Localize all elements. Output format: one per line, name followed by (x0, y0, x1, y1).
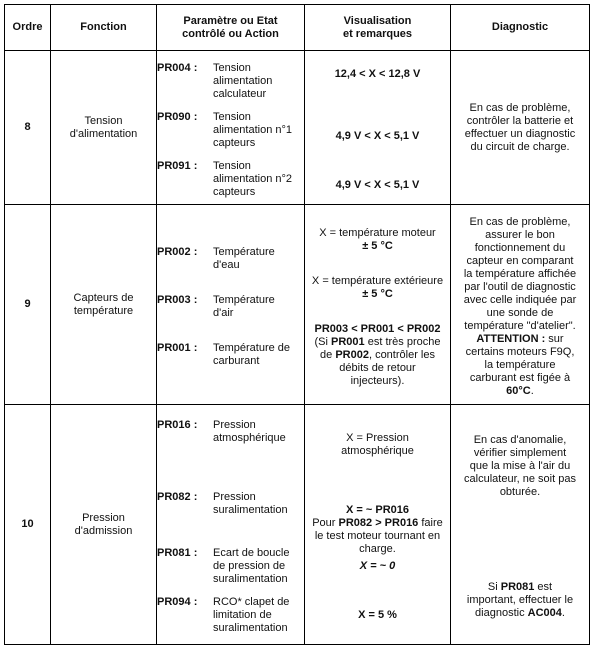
header-visu-line1: Visualisation (343, 14, 412, 27)
visu-value: 4,9 V < X < 5,1 V (335, 179, 420, 191)
fonction-line: d'alimentation (69, 127, 138, 140)
fonction-line: température (73, 304, 134, 317)
param-label: Température d'eau (213, 246, 275, 271)
header-row (5, 5, 590, 51)
ordre-cell (5, 205, 51, 405)
header-ordre (5, 5, 51, 51)
fonction-line: Pression (82, 511, 125, 524)
fonction-line: Tension (84, 114, 123, 127)
param-label: Tension alimentation calculateur (213, 61, 273, 100)
param-label: Pression atmosphérique (213, 418, 286, 444)
param-label: Pression suralimentation (213, 490, 288, 516)
attention-label: ATTENTION : (476, 333, 546, 345)
diagnostic-cell (451, 205, 590, 405)
param-entry (157, 342, 304, 368)
visu-value: 4,9 V < X < 5,1 V (335, 130, 420, 142)
diagnostic-text: En cas de problème, assurer le bon fonctionnement du capteur en comparant la température affichée par l'outil de diagnostic avec celle indiquée par une sonde de température "d'atelier". ATTENTION : sur certains moteurs F9Q, la température carburant est figée à 60°C. (463, 216, 577, 397)
diagnostic-text: En cas d'anomalie, vérifier simplement que la mise à l'air du calculateur, ne soit pas obturée. (464, 433, 576, 498)
param-code: PR001 : (157, 342, 198, 354)
param-entry (157, 62, 304, 101)
param-entry (157, 294, 304, 320)
visualisation-cell (305, 51, 451, 205)
diagnostic-text: En cas de problème, contrôler la batterie et effectuer un diagnostic du circuit de charge. (464, 101, 576, 153)
param-entry (157, 491, 304, 517)
header-diagnostic (451, 5, 590, 51)
parametre-cell (157, 51, 305, 205)
param-entry (157, 111, 304, 150)
header-visu-line2: et remarques (342, 27, 413, 40)
param-entry (157, 160, 304, 199)
fonction-cell (51, 205, 157, 405)
param-code: PR016 : (157, 418, 198, 431)
header-fonction-text: Fonction (80, 21, 127, 33)
table-row (5, 51, 590, 205)
fonction-line: Capteurs de (73, 291, 134, 304)
param-code: PR003 : (157, 294, 198, 306)
diagnostic-text: Si PR081 est important, effectuer le diagnostic AC004. (466, 580, 574, 619)
fonction-cell (51, 51, 157, 205)
param-code: PR002 : (157, 246, 198, 258)
param-label: Température de carburant (213, 342, 291, 367)
visu-value: X = 5 % (358, 608, 397, 621)
ordre-cell (5, 405, 51, 645)
visu-value: PR003 < PR001 < PR002 (Si PR001 est très proche de PR002, contrôler les débits de retour injecteurs). (314, 322, 441, 387)
param-code: PR091 : (157, 159, 198, 172)
param-code: PR090 : (157, 110, 198, 123)
param-label: Tension alimentation n°2 capteurs (213, 159, 293, 198)
param-entry (157, 246, 304, 272)
fonction-cell (51, 405, 157, 645)
header-parametre-line1: Paramètre ou Etat (183, 14, 278, 27)
visu-value: X = température extérieure ± 5 °C (311, 274, 444, 300)
visu-value: 12,4 < X < 12,8 V (334, 68, 421, 80)
fonction-line: d'admission (74, 524, 133, 537)
visualisation-cell (305, 405, 451, 645)
diagnostic-cell (451, 405, 590, 645)
param-label: RCO* clapet de limitation de suralimentation (213, 595, 290, 634)
visu-value: X = Pression atmosphérique (341, 431, 414, 457)
table-row (5, 205, 590, 405)
header-fonction (51, 5, 157, 51)
header-diagnostic-text: Diagnostic (491, 21, 549, 33)
param-entry (157, 547, 304, 586)
visu-value: X = ~ 0 (359, 559, 396, 572)
header-parametre (157, 5, 305, 51)
param-code: PR094 : (157, 595, 198, 608)
ordre-value: 9 (24, 298, 31, 310)
diagnostic-cell (451, 51, 590, 205)
param-entry (157, 596, 304, 635)
parametre-cell (157, 205, 305, 405)
header-ordre-text: Ordre (12, 21, 43, 33)
header-visualisation (305, 5, 451, 51)
param-code: PR082 : (157, 490, 198, 503)
param-entry (157, 419, 304, 445)
visu-value: X = température moteur ± 5 °C (319, 226, 436, 252)
param-label: Tension alimentation n°1 capteurs (213, 110, 293, 149)
param-label: Température d'air (213, 294, 275, 319)
param-code: PR004 : (157, 61, 198, 74)
ordre-value: 10 (21, 518, 34, 530)
ordre-cell (5, 51, 51, 205)
ordre-value: 8 (24, 121, 31, 133)
header-parametre-line2: contrôlé ou Action (182, 27, 279, 40)
parametre-cell (157, 405, 305, 645)
visu-value: X = ~ PR016 Pour PR082 > PR016 faire le test moteur tournant en charge. (312, 503, 443, 555)
param-label: Ecart de boucle de pression de suralimentation (213, 546, 290, 585)
table-row (5, 405, 590, 645)
visualisation-cell (305, 205, 451, 405)
param-code: PR081 : (157, 546, 198, 559)
diagnostic-table (4, 4, 590, 645)
